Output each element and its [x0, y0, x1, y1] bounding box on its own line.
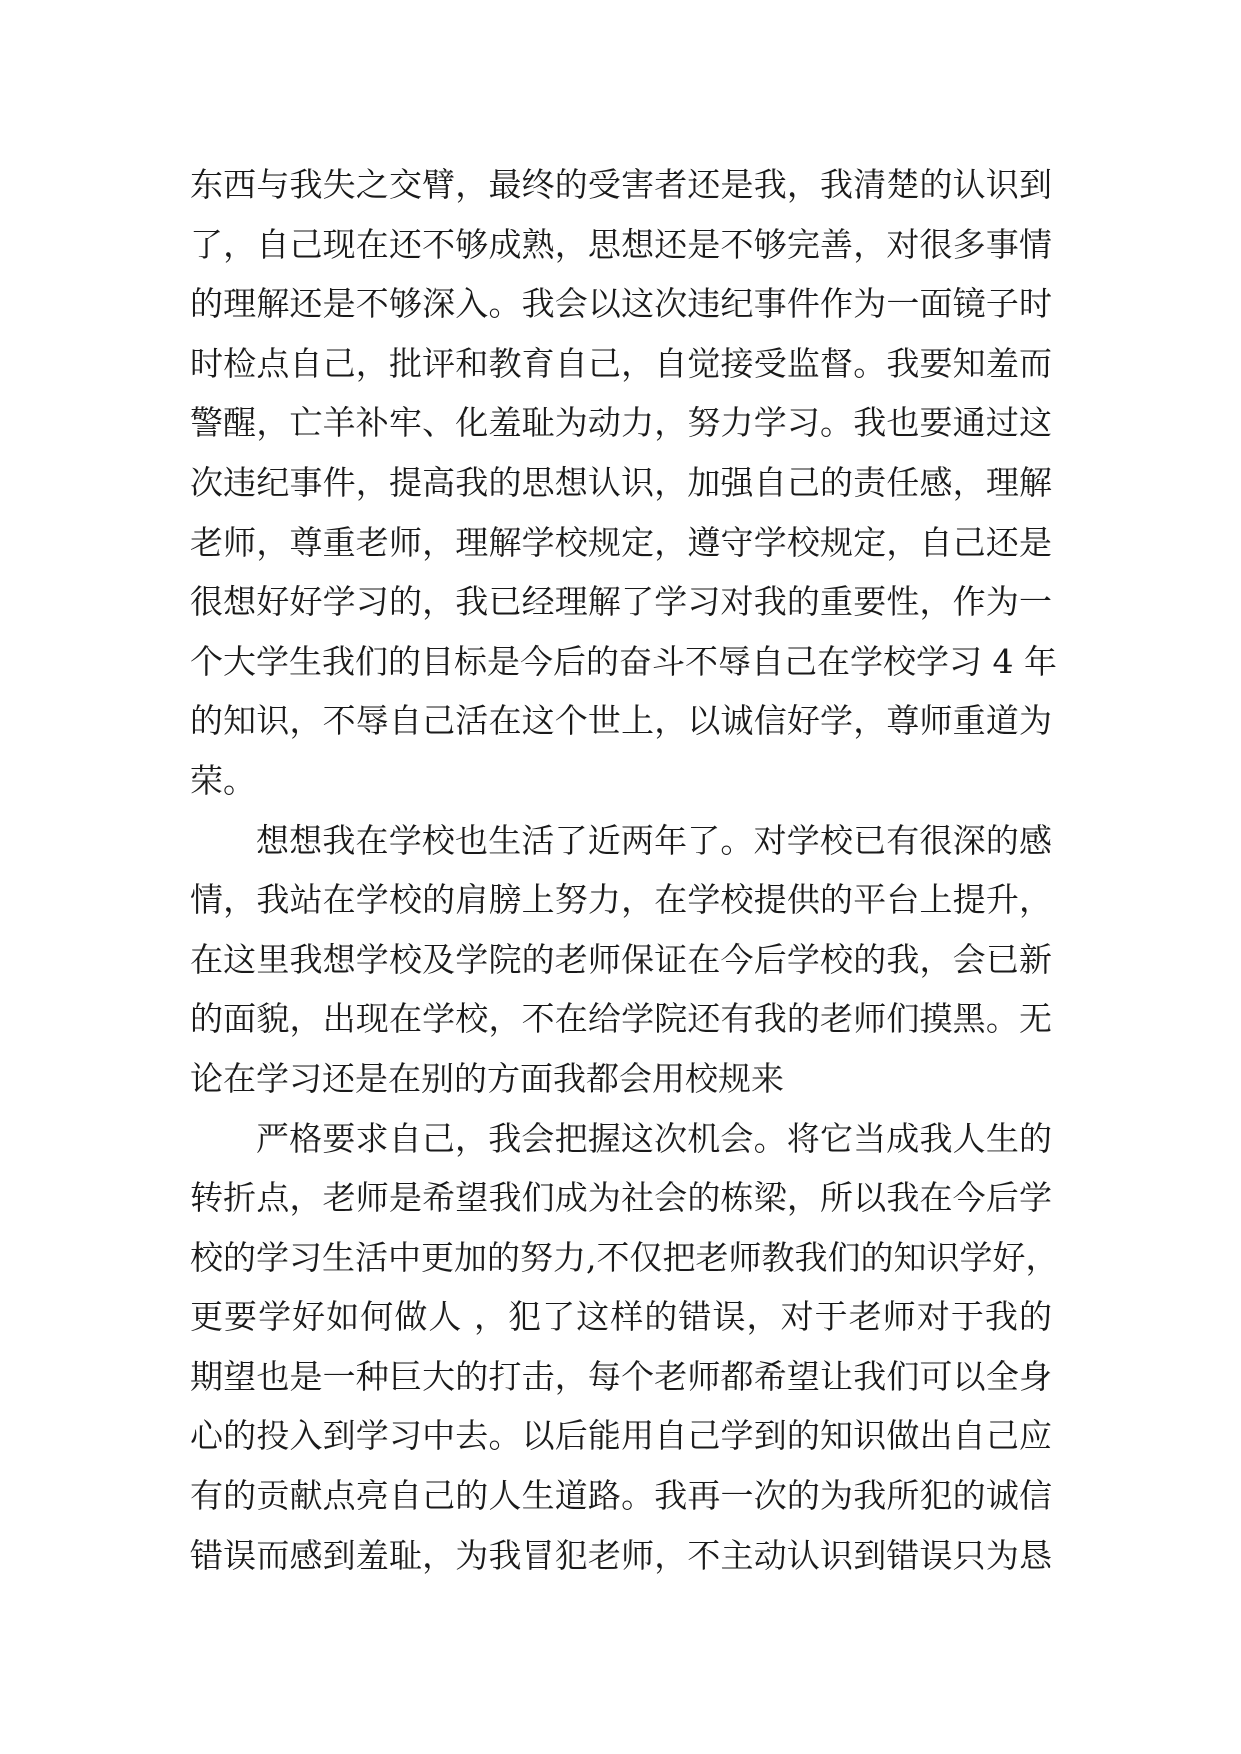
text-line: 有的贡献点亮自己的人生道路。我再一次的为我所犯的诚信 [190, 1476, 1052, 1516]
text-line: 时检点自己，批评和教育自己，自觉接受监督。我要知羞而 [190, 343, 1052, 383]
text-line: 很想好好学习的，我已经理解了学习对我的重要性，作为一 [190, 582, 1052, 622]
text-line: 想想我在学校也生活了近两年了。对学校已有很深的感 [256, 820, 1052, 860]
text-line: 的知识，不辱自己活在这个世上，以诚信好学，尊师重道为 [190, 701, 1052, 741]
text-line: 在这里我想学校及学院的老师保证在今后学校的我，会已新 [190, 939, 1052, 979]
text-line: 了，自己现在还不够成熟，思想还是不够完善，对很多事情 [190, 224, 1052, 264]
text-line: 更要学好如何做人 ，犯了这样的错误，对于老师对于我的 [190, 1297, 1052, 1337]
text-line: 期望也是一种巨大的打击，每个老师都希望让我们可以全身 [190, 1356, 1052, 1396]
text-line: 校的学习生活中更加的努力,不仅把老师教我们的知识学好， [190, 1237, 1059, 1277]
body-text [190, 155, 1059, 1585]
text-line: 次违纪事件，提高我的思想认识，加强自己的责任感，理解 [190, 462, 1052, 502]
text-line: 论在学习还是在别的方面我都会用校规来 [190, 1058, 784, 1098]
text-line: 东西与我失之交臂，最终的受害者还是我，我清楚的认识到 [190, 165, 1052, 204]
text-line: 情，我站在学校的肩膀上努力，在学校提供的平台上提升， [190, 880, 1052, 920]
text-line: 严格要求自己，我会把握这次机会。将它当成我人生的 [256, 1118, 1052, 1158]
text-line: 警醒，亡羊补牢、化羞耻为动力，努力学习。我也要通过这 [190, 403, 1052, 443]
text-line: 错误而感到羞耻，为我冒犯老师，不主动认识到错误只为恳 [190, 1535, 1052, 1575]
text-line: 的理解还是不够深入。我会以这次违纪事件作为一面镜子时 [190, 284, 1052, 324]
text-line: 荣。 [190, 760, 256, 800]
text-line: 心的投入到学习中去。以后能用自己学到的知识做出自己应 [190, 1416, 1052, 1456]
text-line: 老师，尊重老师，理解学校规定，遵守学校规定，自己还是 [190, 522, 1052, 562]
text-line: 的面貌，出现在学校，不在给学院还有我的老师们摸黑。无 [190, 999, 1052, 1039]
text-line: 转折点，老师是希望我们成为社会的栋梁，所以我在今后学 [190, 1178, 1052, 1218]
text-line: 个大学生我们的目标是今后的奋斗不辱自己在学校学习 4 年 [190, 641, 1057, 681]
